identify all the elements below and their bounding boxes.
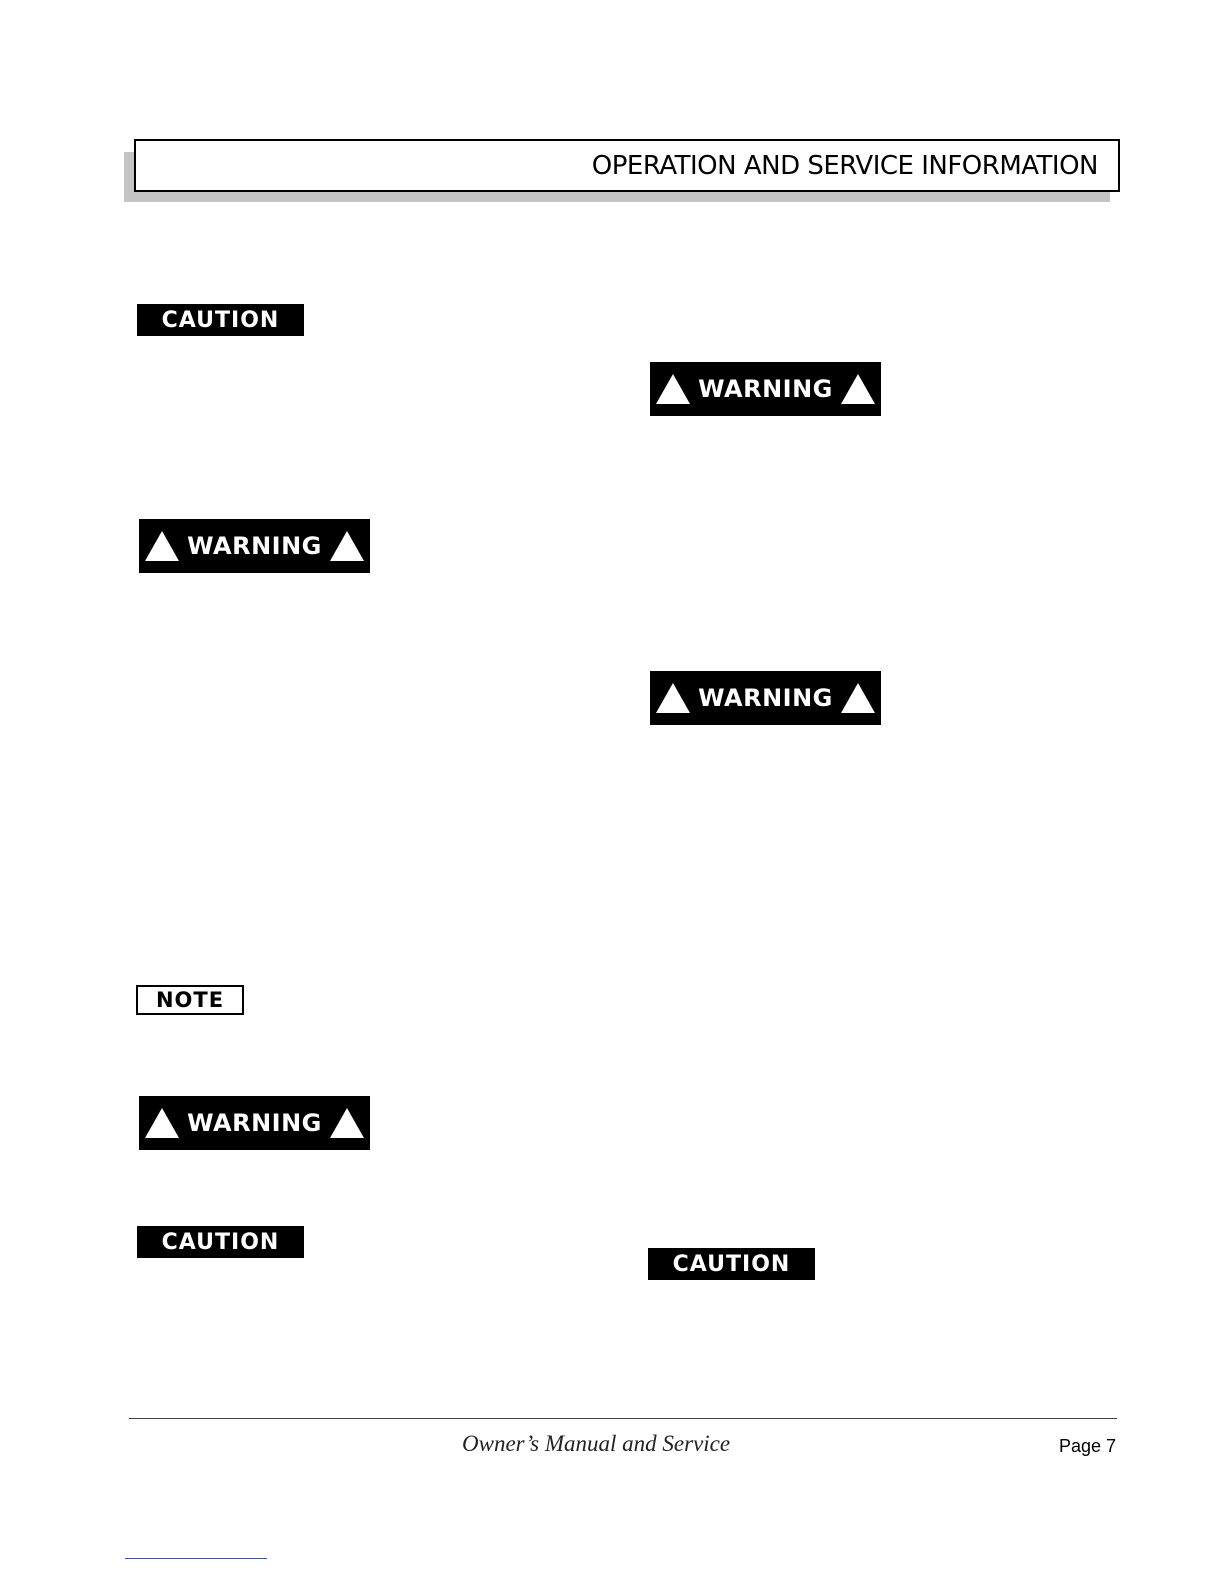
warning-label bbox=[139, 519, 370, 573]
warning-label bbox=[139, 1096, 370, 1150]
warning-triangle-icon bbox=[656, 683, 690, 713]
warning-triangle-icon bbox=[841, 683, 875, 713]
warning-triangle-icon bbox=[145, 531, 179, 561]
section-header bbox=[134, 139, 1120, 192]
warning-triangle-icon bbox=[841, 374, 875, 404]
warning-label bbox=[650, 362, 881, 416]
warning-label-text: WARNING bbox=[698, 375, 833, 403]
warning-label-text: WARNING bbox=[698, 684, 833, 712]
warning-label bbox=[650, 671, 881, 725]
warning-triangle-icon bbox=[145, 1108, 179, 1138]
warning-triangle-icon bbox=[330, 531, 364, 561]
caution-label-text: CAUTION bbox=[161, 1229, 280, 1255]
note-label bbox=[136, 985, 244, 1015]
note-label-text: NOTE bbox=[155, 988, 225, 1012]
caution-label bbox=[648, 1248, 815, 1280]
section-title: OPERATION AND SERVICE INFORMATION bbox=[591, 151, 1098, 181]
warning-triangle-icon bbox=[656, 374, 690, 404]
warning-label-text: WARNING bbox=[187, 1109, 322, 1137]
page-number: Page 7 bbox=[1058, 1436, 1116, 1456]
caution-label-text: CAUTION bbox=[161, 307, 280, 333]
footer-title: Owner’s Manual and Service bbox=[462, 1431, 731, 1456]
link-underline bbox=[125, 1558, 267, 1559]
caution-label bbox=[137, 304, 304, 336]
caution-label-text: CAUTION bbox=[672, 1251, 791, 1277]
caution-label bbox=[137, 1226, 304, 1258]
warning-triangle-icon bbox=[330, 1108, 364, 1138]
footer-rule bbox=[129, 1418, 1117, 1419]
warning-label-text: WARNING bbox=[187, 532, 322, 560]
